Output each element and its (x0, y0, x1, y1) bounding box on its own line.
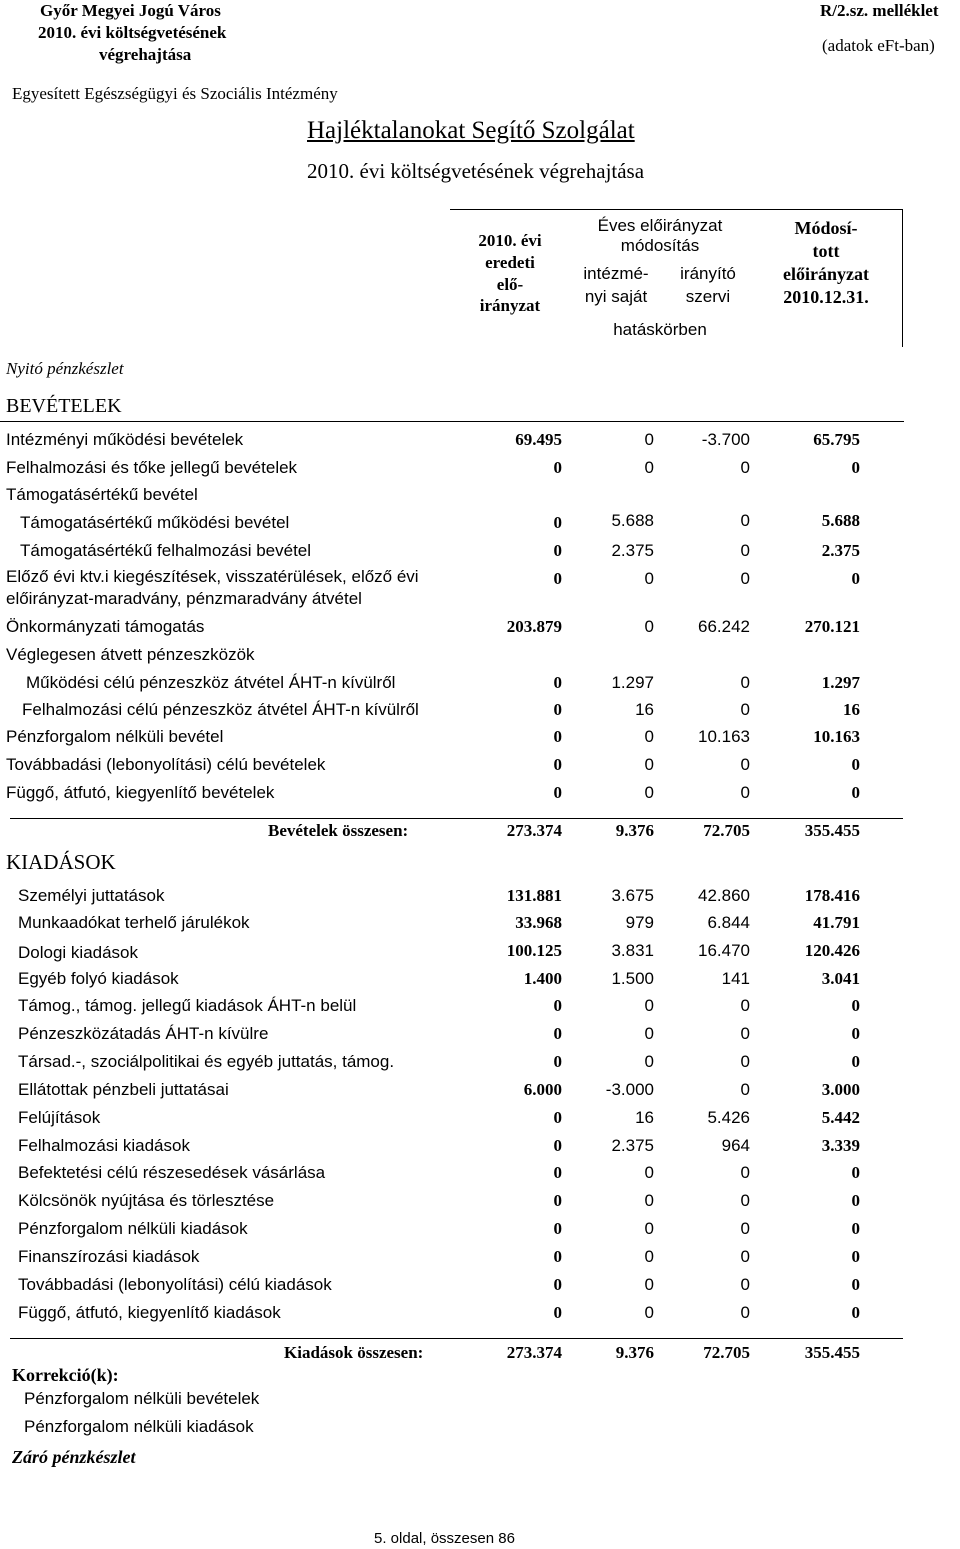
cell-modified: 0 (851, 1303, 860, 1322)
cell-supervisor: 0 (740, 673, 750, 692)
col-supervisor-line: szervi (685, 286, 731, 306)
cell-modified: 2.375 (821, 541, 860, 560)
row-label: Pénzeszközátadás ÁHT-n kívülre (18, 1024, 269, 1043)
cell-original: 0 (553, 513, 562, 532)
cell-modified: 3.339 (821, 1136, 860, 1155)
total-original: 273.374 (506, 1343, 562, 1362)
cell-supervisor: 0 (740, 1247, 750, 1266)
col-modified-line: tott (812, 240, 840, 261)
cell-institution: 0 (644, 1191, 654, 1210)
cell-original: 69.495 (515, 430, 562, 449)
cell-supervisor: 42.860 (698, 886, 750, 905)
total-modified: 355.455 (804, 821, 860, 840)
cell-supervisor: 964 (721, 1136, 750, 1155)
row-label: Támog., támog. jellegű kiadások ÁHT-n belül (18, 996, 357, 1015)
col-original-line: irányzat (479, 296, 541, 316)
cell-modified: 10.163 (813, 727, 860, 746)
cell-original: 0 (553, 1219, 562, 1238)
cell-modified: 5.688 (821, 511, 860, 530)
cell-supervisor: 0 (740, 996, 750, 1015)
corrections-revenue: Pénzforgalom nélküli bevételek (24, 1389, 260, 1408)
cell-institution: 0 (644, 617, 654, 636)
cell-modified: 5.442 (821, 1108, 860, 1127)
cell-supervisor: 10.163 (698, 727, 750, 746)
row-label: Dologi kiadások (18, 943, 139, 962)
row-label: Finanszírozási kiadások (18, 1247, 200, 1266)
row-label: Intézményi működési bevételek (6, 430, 244, 449)
row-label: Felhalmozási célú pénzeszköz átvétel ÁHT-n kívülről (22, 700, 419, 719)
cell-modified: 1.297 (821, 673, 860, 692)
row-label: Támogatásértékű felhalmozási bevétel (20, 541, 312, 560)
row-label: Befektetési célú részesedések vásárlása (18, 1163, 326, 1182)
col-original-header (455, 230, 565, 317)
cell-original: 203.879 (506, 617, 562, 636)
cell-original: 0 (553, 1024, 562, 1043)
cell-supervisor: 0 (740, 755, 750, 774)
cell-original: 0 (553, 1163, 562, 1182)
city-line-1: Győr Megyei Jogú Város (40, 1, 221, 20)
row-label: Függő, átfutó, kiegyenlítő kiadások (18, 1303, 281, 1322)
cell-supervisor: 0 (740, 1163, 750, 1182)
cell-supervisor: 16.470 (698, 941, 750, 960)
cell-modified: 0 (851, 1052, 860, 1071)
cell-institution: 1.500 (611, 969, 654, 988)
cell-institution: 5.688 (611, 511, 654, 530)
total-supervisor: 72.705 (703, 821, 750, 840)
row-label: Személyi juttatások (18, 886, 165, 905)
row-label: Felhalmozási kiadások (18, 1136, 190, 1155)
total-supervisor: 72.705 (703, 1343, 750, 1362)
cell-modified: 16 (843, 700, 860, 719)
cell-modified: 0 (851, 1247, 860, 1266)
cell-institution: 0 (644, 1303, 654, 1322)
row-label: Továbbadási (lebonyolítási) célú bevételek (6, 755, 326, 774)
row-label: Önkormányzati támogatás (6, 617, 205, 636)
col-modification-line: módosítás (620, 236, 700, 256)
row-label: Egyéb folyó kiadások (18, 969, 179, 988)
row-label: Véglegesen átvett pénzeszközök (6, 645, 255, 664)
cell-original: 0 (553, 1247, 562, 1266)
cell-supervisor: 0 (740, 569, 750, 588)
cell-supervisor: 0 (740, 783, 750, 802)
cell-institution: 3.675 (611, 886, 654, 905)
col-modification-line: Éves előirányzat (597, 216, 723, 235)
expense-total-rule (10, 1338, 903, 1339)
col-institution-line: intézmé- (583, 264, 649, 283)
cell-supervisor: 0 (740, 541, 750, 560)
cell-modified: 0 (851, 783, 860, 802)
opening-balance-label: Nyitó pénzkészlet (6, 359, 124, 378)
cell-modified: 0 (851, 1024, 860, 1043)
row-label: Előző évi ktv.i kiegészítések, visszatérülések, előző évi (6, 567, 419, 586)
col-modified-line: Módosí- (794, 218, 858, 238)
cell-modified: 41.791 (813, 913, 860, 932)
revenue-total-label: Bevételek összesen: (268, 821, 409, 840)
row-label: Kölcsönök nyújtása és törlesztése (18, 1191, 275, 1210)
cell-institution: 979 (625, 913, 654, 932)
cell-supervisor: 0 (740, 1024, 750, 1043)
cell-modified: 3.041 (821, 969, 860, 988)
cell-supervisor: 0 (740, 1080, 750, 1099)
col-institution-line: nyi saját (584, 286, 648, 306)
cell-supervisor: 0 (740, 1219, 750, 1238)
cell-institution: 0 (644, 996, 654, 1015)
col-supervisor-header (664, 263, 752, 309)
institution-name: Egyesített Egészségügyi és Szociális Intézmény (12, 84, 338, 103)
cell-institution: 0 (644, 430, 654, 449)
row-label: Támogatásértékű bevétel (6, 485, 198, 504)
cell-original: 1.400 (523, 969, 562, 988)
revenue-rule (0, 421, 904, 422)
expenses-heading: KIADÁSOK (6, 850, 116, 874)
cell-supervisor: 0 (740, 1275, 750, 1294)
cell-supervisor: 0 (740, 1303, 750, 1322)
row-label: Függő, átfutó, kiegyenlítő bevételek (6, 783, 275, 802)
header-right-rule (902, 209, 903, 347)
row-label: Támogatásértékű működési bevétel (20, 513, 290, 532)
header-top-rule (450, 209, 903, 210)
col-original-line: eredeti (485, 252, 535, 272)
page-footer: 5. oldal, összesen 86 (374, 1530, 515, 1547)
cell-institution: 0 (644, 727, 654, 746)
cell-institution: 16 (635, 1108, 654, 1127)
cell-modified: 178.416 (804, 886, 860, 905)
col-supervisor-line: irányító (680, 264, 736, 283)
cell-institution: 0 (644, 458, 654, 477)
cell-original: 0 (553, 541, 562, 560)
cell-institution: 1.297 (611, 673, 654, 692)
cell-institution: 0 (644, 1163, 654, 1182)
cell-supervisor: 0 (740, 1191, 750, 1210)
cell-modified: 270.121 (804, 617, 860, 636)
cell-institution: 2.375 (611, 541, 654, 560)
cell-modified: 0 (851, 458, 860, 477)
city-line-2: 2010. évi költségvetésének (38, 23, 227, 42)
total-original: 273.374 (506, 821, 562, 840)
cell-original: 0 (553, 700, 562, 719)
cell-supervisor: 0 (740, 511, 750, 530)
col-modified-line: 2010.12.31. (783, 286, 869, 307)
cell-modified: 0 (851, 755, 860, 774)
cell-supervisor: 66.242 (698, 617, 750, 636)
cell-institution: 0 (644, 1024, 654, 1043)
total-institution: 9.376 (615, 821, 654, 840)
row-label: Felújítások (18, 1108, 101, 1127)
col-institution-header (572, 263, 660, 309)
col-modified-header (760, 217, 892, 308)
cell-original: 0 (553, 569, 562, 588)
cell-modified: 0 (851, 1275, 860, 1294)
cell-institution: 16 (635, 700, 654, 719)
revenue-total-rule (10, 818, 903, 819)
expense-total-label: Kiadások összesen: (284, 1343, 424, 1362)
corrections-label: Korrekció(k): (12, 1365, 119, 1385)
cell-institution: 0 (644, 1275, 654, 1294)
cell-supervisor: 6.844 (707, 913, 750, 932)
cell-institution: 0 (644, 755, 654, 774)
cell-institution: 2.375 (611, 1136, 654, 1155)
cell-modified: 0 (851, 569, 860, 588)
cell-original: 100.125 (506, 941, 562, 960)
cell-original: 0 (553, 458, 562, 477)
cell-modified: 65.795 (813, 430, 860, 449)
cell-supervisor: 141 (721, 969, 750, 988)
cell-institution: -3.000 (605, 1080, 654, 1099)
col-modified-line: előirányzat (783, 263, 869, 284)
page-title: Hajléktalanokat Segítő Szolgálat (307, 117, 635, 144)
cell-supervisor: 0 (740, 700, 750, 719)
cell-modified: 3.000 (821, 1080, 860, 1099)
col-competence-label: hatáskörben (613, 320, 707, 339)
row-label: Pénzforgalom nélküli bevétel (6, 727, 224, 746)
cell-original: 0 (553, 1303, 562, 1322)
row-label-continued: előirányzat-maradvány, pénzmaradvány átvétel (6, 589, 362, 608)
closing-balance-label: Záró pénzkészlet (12, 1447, 136, 1467)
cell-original: 0 (553, 1108, 562, 1127)
cell-supervisor: 5.426 (707, 1108, 750, 1127)
col-original-line: elő- (496, 274, 524, 294)
col-original-line: 2010. évi (478, 231, 542, 250)
col-modification-top (570, 216, 750, 257)
cell-modified: 120.426 (804, 941, 860, 960)
cell-original: 0 (553, 783, 562, 802)
cell-modified: 0 (851, 996, 860, 1015)
cell-institution: 3.831 (611, 941, 654, 960)
row-label: Továbbadási (lebonyolítási) célú kiadások (18, 1275, 332, 1294)
cell-original: 0 (553, 996, 562, 1015)
cell-original: 33.968 (515, 913, 562, 932)
total-institution: 9.376 (615, 1343, 654, 1362)
cell-institution: 0 (644, 1052, 654, 1071)
row-label: Felhalmozási és tőke jellegű bevételek (6, 458, 298, 477)
cell-original: 131.881 (506, 886, 562, 905)
cell-modified: 0 (851, 1191, 860, 1210)
total-modified: 355.455 (804, 1343, 860, 1362)
cell-original: 0 (553, 755, 562, 774)
cell-institution: 0 (644, 569, 654, 588)
revenue-heading: BEVÉTELEK (6, 395, 122, 417)
cell-original: 0 (553, 1136, 562, 1155)
cell-modified: 0 (851, 1163, 860, 1182)
cell-supervisor: 0 (740, 458, 750, 477)
row-label: Működési célú pénzeszköz átvétel ÁHT-n kívülről (26, 673, 396, 692)
row-label: Ellátottak pénzbeli juttatásai (18, 1080, 229, 1099)
cell-original: 6.000 (523, 1080, 562, 1099)
row-label: Munkaadókat terhelő járulékok (18, 913, 250, 932)
corrections-expense: Pénzforgalom nélküli kiadások (24, 1417, 254, 1436)
cell-modified: 0 (851, 1219, 860, 1238)
cell-institution: 0 (644, 1219, 654, 1238)
city-line-3: végrehajtása (99, 45, 192, 64)
cell-original: 0 (553, 1191, 562, 1210)
unit-label: (adatok eFt-ban) (822, 36, 935, 55)
cell-original: 0 (553, 727, 562, 746)
cell-supervisor: -3.700 (701, 430, 750, 449)
cell-supervisor: 0 (740, 1052, 750, 1071)
row-label: Társad.-, szociálpolitikai és egyéb juttatás, támog. (18, 1052, 395, 1071)
cell-institution: 0 (644, 783, 654, 802)
annex-label: R/2.sz. melléklet (820, 1, 939, 20)
cell-original: 0 (553, 1052, 562, 1071)
cell-original: 0 (553, 1275, 562, 1294)
cell-institution: 0 (644, 1247, 654, 1266)
page-subtitle: 2010. évi költségvetésének végrehajtása (307, 159, 645, 183)
row-label: Pénzforgalom nélküli kiadások (18, 1219, 248, 1238)
cell-original: 0 (553, 673, 562, 692)
